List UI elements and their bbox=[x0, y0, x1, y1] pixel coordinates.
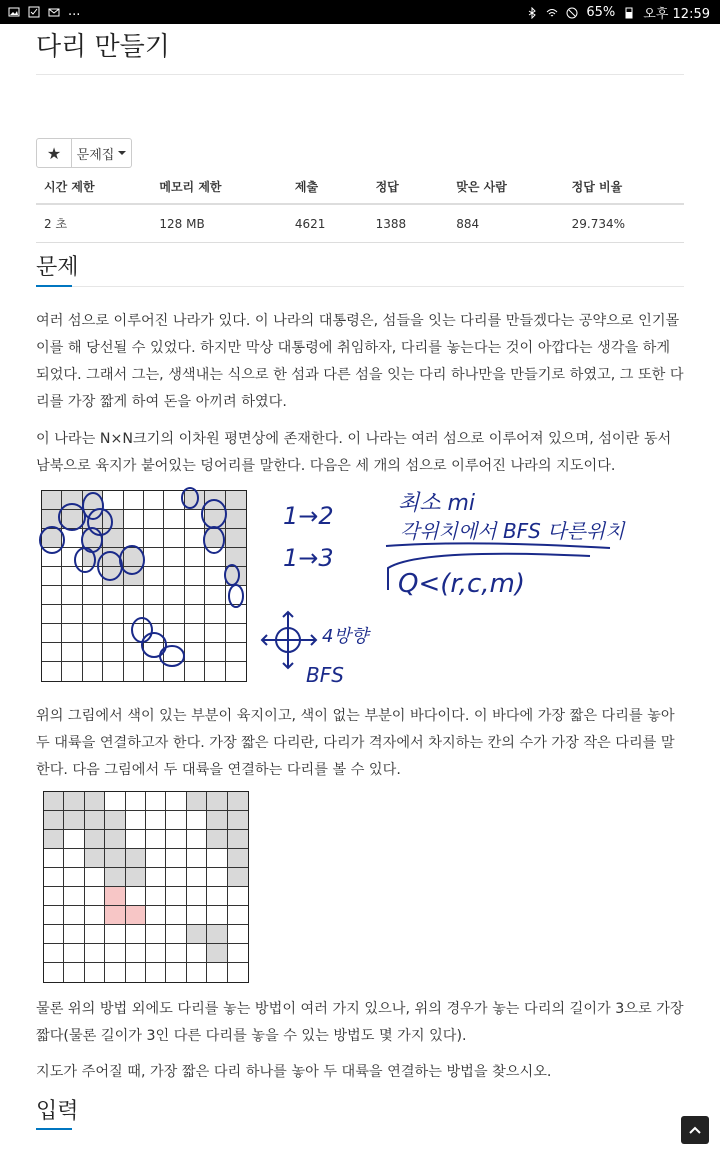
grid-cell bbox=[185, 529, 205, 548]
grid-cell bbox=[207, 925, 227, 944]
star-icon: ★ bbox=[46, 143, 62, 163]
status-bar bbox=[0, 0, 720, 24]
grid-cell bbox=[126, 944, 146, 963]
grid-cell bbox=[44, 849, 64, 868]
grid-cell bbox=[103, 624, 123, 643]
grid-cell bbox=[205, 491, 225, 510]
grid-cell bbox=[144, 548, 164, 567]
grid-cell bbox=[226, 662, 246, 681]
grid-cell bbox=[64, 792, 84, 811]
problem-actions bbox=[36, 138, 132, 168]
grid-cell bbox=[105, 925, 125, 944]
grid-cell bbox=[44, 830, 64, 849]
grid-cell bbox=[226, 643, 246, 662]
grid-cell bbox=[126, 849, 146, 868]
grid-cell bbox=[164, 643, 184, 662]
image-icon bbox=[8, 6, 20, 18]
problem-paragraph-4: 물론 위의 방법 외에도 다리를 놓는 방법이 여러 가지 있으나, 위의 경우가 놓는 다리의 길이가 3으로 가장 짧다(물론 길이가 3인 다른 다리를 놓을 수 있는 방법도 몇 가지 있다). bbox=[36, 1001, 684, 1044]
grid-cell bbox=[85, 887, 105, 906]
grid-cell bbox=[44, 792, 64, 811]
scroll-to-top-button[interactable] bbox=[681, 1116, 709, 1144]
grid-cell bbox=[228, 830, 248, 849]
more-notifications: ... bbox=[68, 4, 81, 19]
ink-note-2: 1→3 bbox=[283, 544, 334, 572]
grid-cell bbox=[44, 925, 64, 944]
grid-cell bbox=[207, 868, 227, 887]
grid-cell bbox=[226, 510, 246, 529]
workbook-dropdown-button[interactable] bbox=[72, 138, 132, 168]
grid-cell bbox=[226, 491, 246, 510]
grid-cell bbox=[62, 548, 82, 567]
ink-note-4: 각위치에서 BFS 다른위치 bbox=[400, 519, 625, 543]
grid-cell bbox=[105, 811, 125, 830]
grid-cell bbox=[187, 849, 207, 868]
grid-cell bbox=[105, 868, 125, 887]
grid-cell bbox=[205, 529, 225, 548]
grid-cell bbox=[42, 491, 62, 510]
grid-cell bbox=[64, 925, 84, 944]
grid-cell bbox=[103, 662, 123, 681]
grid-cell bbox=[146, 849, 166, 868]
grid-cell bbox=[62, 662, 82, 681]
wifi-icon bbox=[546, 7, 558, 19]
grid-cell bbox=[146, 792, 166, 811]
battery-percent: 65% bbox=[586, 5, 616, 20]
grid-cell bbox=[42, 624, 62, 643]
grid-cell bbox=[83, 529, 103, 548]
grid-cell bbox=[83, 548, 103, 567]
caret-down-icon bbox=[118, 151, 126, 155]
grid-cell bbox=[83, 491, 103, 510]
problem-paragraph-2: 이 나라는 N×N크기의 이차원 평면상에 존재한다. 이 나라는 여러 섬으로 이루어져 있으며, 섬이란 동서남북으로 육지가 붙어있는 덩어리를 말한다. 다음은 세 개의 섬으로 이루어진 나라의 지도이다. bbox=[36, 431, 672, 474]
grid-cell bbox=[226, 605, 246, 624]
grid-cell bbox=[207, 792, 227, 811]
grid-cell bbox=[44, 811, 64, 830]
grid-cell bbox=[185, 510, 205, 529]
grid-cell bbox=[164, 510, 184, 529]
header-time-limit: 시간 제한 bbox=[36, 172, 151, 204]
grid-cell bbox=[164, 567, 184, 586]
grid-cell bbox=[164, 624, 184, 643]
grid-cell bbox=[187, 811, 207, 830]
grid-cell bbox=[83, 586, 103, 605]
grid-cell bbox=[124, 529, 144, 548]
grid-cell bbox=[105, 963, 125, 982]
grid-cell bbox=[228, 963, 248, 982]
section-heading-problem: 문제 bbox=[36, 255, 79, 280]
grid-cell bbox=[103, 567, 123, 586]
grid-cell bbox=[105, 906, 125, 925]
grid-cell bbox=[124, 624, 144, 643]
grid-cell bbox=[207, 887, 227, 906]
grid-cell bbox=[146, 906, 166, 925]
page-title: 다리 만들기 bbox=[36, 32, 170, 62]
grid-cell bbox=[187, 830, 207, 849]
grid-cell bbox=[166, 925, 186, 944]
grid-cell bbox=[103, 510, 123, 529]
grid-cell bbox=[164, 662, 184, 681]
grid-cell bbox=[85, 868, 105, 887]
grid-cell bbox=[124, 586, 144, 605]
grid-cell bbox=[205, 624, 225, 643]
grid-cell bbox=[124, 662, 144, 681]
ink-note-3: 최소 mi bbox=[398, 491, 476, 516]
grid-cell bbox=[126, 811, 146, 830]
grid-cell bbox=[62, 529, 82, 548]
grid-cell bbox=[42, 662, 62, 681]
bridge-map-grid bbox=[43, 791, 249, 983]
grid-cell bbox=[44, 906, 64, 925]
grid-cell bbox=[124, 643, 144, 662]
grid-cell bbox=[64, 887, 84, 906]
section-divider bbox=[36, 286, 684, 287]
grid-cell bbox=[124, 548, 144, 567]
grid-cell bbox=[146, 868, 166, 887]
grid-cell bbox=[126, 868, 146, 887]
problem-paragraph-1: 여러 섬으로 이루어진 나라가 있다. 이 나라의 대통령은, 섬들을 잇는 다리를 만들겠다는 공약으로 인기몰이를 해 당선될 수 있었다. 하지만 막상 대통령에 취임하자, 다리를 놓는다는 것이 아깝다는 생각을 하게 되었다. 그래서 그는, 생색내는 식으로 한 섬과 다른 섬을 잇는 다리 하나만을 만들기로 하였고, 그 또한 다리를 가장 짧게 하여 돈을 아끼려 하였다. bbox=[36, 313, 684, 410]
grid-cell bbox=[85, 792, 105, 811]
grid-cell bbox=[187, 944, 207, 963]
grid-cell bbox=[166, 963, 186, 982]
grid-cell bbox=[62, 510, 82, 529]
grid-cell bbox=[166, 811, 186, 830]
grid-cell bbox=[103, 529, 123, 548]
grid-cell bbox=[166, 944, 186, 963]
grid-cell bbox=[226, 624, 246, 643]
grid-cell bbox=[103, 491, 123, 510]
grid-cell bbox=[126, 830, 146, 849]
grid-cell bbox=[207, 830, 227, 849]
section-accent-input bbox=[36, 1128, 72, 1130]
grid-cell bbox=[64, 963, 84, 982]
grid-cell bbox=[44, 868, 64, 887]
grid-cell bbox=[144, 605, 164, 624]
grid-cell bbox=[64, 944, 84, 963]
grid-cell bbox=[124, 491, 144, 510]
grid-cell bbox=[85, 906, 105, 925]
grid-cell bbox=[83, 567, 103, 586]
grid-cell bbox=[205, 662, 225, 681]
grid-cell bbox=[144, 643, 164, 662]
grid-cell bbox=[105, 944, 125, 963]
grid-cell bbox=[205, 548, 225, 567]
grid-cell bbox=[42, 548, 62, 567]
grid-cell bbox=[205, 510, 225, 529]
grid-cell bbox=[187, 963, 207, 982]
grid-cell bbox=[144, 567, 164, 586]
table-row bbox=[36, 204, 684, 243]
grid-cell bbox=[205, 567, 225, 586]
grid-cell bbox=[164, 548, 184, 567]
grid-cell bbox=[187, 868, 207, 887]
grid-cell bbox=[126, 792, 146, 811]
grid-cell bbox=[83, 643, 103, 662]
grid-cell bbox=[42, 586, 62, 605]
grid-cell bbox=[187, 925, 207, 944]
grid-cell bbox=[144, 624, 164, 643]
grid-cell bbox=[103, 548, 123, 567]
grid-cell bbox=[146, 887, 166, 906]
grid-cell bbox=[85, 849, 105, 868]
grid-cell bbox=[85, 925, 105, 944]
do-not-disturb-icon bbox=[566, 7, 578, 19]
grid-cell bbox=[103, 605, 123, 624]
grid-cell bbox=[85, 811, 105, 830]
ink-note-5: Q<(r,c,m) bbox=[398, 569, 525, 599]
grid-cell bbox=[185, 586, 205, 605]
grid-cell bbox=[62, 624, 82, 643]
grid-cell bbox=[85, 944, 105, 963]
grid-cell bbox=[64, 830, 84, 849]
grid-cell bbox=[164, 529, 184, 548]
grid-cell bbox=[228, 925, 248, 944]
bluetooth-icon bbox=[526, 7, 538, 19]
grid-cell bbox=[166, 868, 186, 887]
grid-cell bbox=[205, 605, 225, 624]
grid-cell bbox=[187, 887, 207, 906]
grid-cell bbox=[187, 792, 207, 811]
grid-cell bbox=[42, 643, 62, 662]
grid-cell bbox=[144, 529, 164, 548]
grid-cell bbox=[207, 906, 227, 925]
grid-cell bbox=[146, 925, 166, 944]
workbook-label: 문제집 bbox=[76, 147, 115, 163]
grid-cell bbox=[146, 830, 166, 849]
submissions-value: 4621 bbox=[287, 204, 368, 243]
grid-cell bbox=[62, 567, 82, 586]
header-solvers: 맞은 사람 bbox=[448, 172, 563, 204]
check-icon bbox=[28, 6, 40, 18]
grid-cell bbox=[124, 567, 144, 586]
grid-cell bbox=[42, 567, 62, 586]
grid-cell bbox=[164, 605, 184, 624]
grid-cell bbox=[226, 586, 246, 605]
grid-cell bbox=[207, 944, 227, 963]
grid-cell bbox=[62, 605, 82, 624]
clock: 오후 12:59 bbox=[643, 7, 710, 22]
grid-cell bbox=[64, 868, 84, 887]
chevron-up-icon bbox=[688, 1125, 702, 1135]
island-map-grid bbox=[41, 490, 247, 682]
memory-limit-value: 128 MB bbox=[151, 204, 286, 243]
grid-cell bbox=[146, 944, 166, 963]
grid-cell bbox=[126, 887, 146, 906]
grid-cell bbox=[126, 906, 146, 925]
grid-cell bbox=[44, 963, 64, 982]
grid-cell bbox=[105, 849, 125, 868]
problem-paragraph-3: 위의 그림에서 색이 있는 부분이 육지이고, 색이 없는 부분이 바다이다. 이 바다에 가장 짧은 다리를 놓아 두 대륙을 연결하고자 한다. 가장 짧은 다리란, 다리가 격자에서 차지하는 칸의 수가 가장 작은 다리를 말한다. 다음 그림에서 두 대륙을 연결하는 다리를 볼 수 있다. bbox=[36, 708, 675, 778]
grid-cell bbox=[205, 586, 225, 605]
grid-cell bbox=[64, 906, 84, 925]
grid-cell bbox=[105, 830, 125, 849]
grid-cell bbox=[166, 792, 186, 811]
grid-cell bbox=[205, 643, 225, 662]
grid-cell bbox=[42, 510, 62, 529]
grid-cell bbox=[126, 925, 146, 944]
grid-cell bbox=[83, 605, 103, 624]
grid-cell bbox=[83, 510, 103, 529]
time-limit-value: 2 초 bbox=[36, 204, 151, 243]
grid-cell bbox=[164, 586, 184, 605]
grid-cell bbox=[146, 963, 166, 982]
grid-cell bbox=[85, 963, 105, 982]
grid-cell bbox=[44, 944, 64, 963]
grid-cell bbox=[144, 491, 164, 510]
ink-text bbox=[283, 491, 626, 687]
table-header-row bbox=[36, 172, 684, 204]
grid-cell bbox=[228, 849, 248, 868]
grid-cell bbox=[207, 849, 227, 868]
grid-cell bbox=[42, 529, 62, 548]
grid-cell bbox=[105, 792, 125, 811]
grid-cell bbox=[185, 643, 205, 662]
accepted-value: 1388 bbox=[368, 204, 449, 243]
grid-cell bbox=[124, 605, 144, 624]
ink-compass bbox=[262, 543, 610, 668]
grid-cell bbox=[207, 811, 227, 830]
ink-note-1: 1→2 bbox=[283, 502, 334, 530]
grid-cell bbox=[185, 491, 205, 510]
grid-cell bbox=[166, 830, 186, 849]
grid-cell bbox=[124, 510, 144, 529]
ink-note-6: 4방향 bbox=[322, 626, 369, 647]
grid-cell bbox=[164, 491, 184, 510]
grid-cell bbox=[83, 624, 103, 643]
title-divider bbox=[36, 74, 684, 75]
grid-cell bbox=[85, 830, 105, 849]
grid-cell bbox=[228, 887, 248, 906]
grid-cell bbox=[185, 624, 205, 643]
battery-icon bbox=[623, 7, 635, 19]
grid-cell bbox=[228, 944, 248, 963]
grid-cell bbox=[144, 586, 164, 605]
header-submissions: 제출 bbox=[287, 172, 368, 204]
header-accepted: 정답 bbox=[368, 172, 449, 204]
grid-cell bbox=[228, 906, 248, 925]
grid-cell bbox=[64, 811, 84, 830]
grid-cell bbox=[62, 586, 82, 605]
grid-cell bbox=[126, 963, 146, 982]
grid-cell bbox=[185, 567, 205, 586]
grid-cell bbox=[207, 963, 227, 982]
grid-cell bbox=[62, 643, 82, 662]
header-ratio: 정답 비율 bbox=[564, 172, 684, 204]
ratio-value: 29.734% bbox=[564, 204, 684, 243]
grid-cell bbox=[83, 662, 103, 681]
grid-cell bbox=[166, 887, 186, 906]
solvers-value: 884 bbox=[448, 204, 563, 243]
header-memory-limit: 메모리 제한 bbox=[151, 172, 286, 204]
mail-icon bbox=[48, 6, 60, 18]
grid-cell bbox=[187, 906, 207, 925]
grid-cell bbox=[103, 643, 123, 662]
grid-cell bbox=[228, 811, 248, 830]
ink-note-7: BFS bbox=[306, 663, 344, 687]
grid-cell bbox=[185, 605, 205, 624]
section-heading-input: 입력 bbox=[36, 1099, 79, 1124]
grid-cell bbox=[228, 868, 248, 887]
grid-cell bbox=[226, 567, 246, 586]
grid-cell bbox=[62, 491, 82, 510]
grid-cell bbox=[226, 548, 246, 567]
grid-cell bbox=[226, 529, 246, 548]
favorite-star-button[interactable] bbox=[36, 138, 72, 168]
grid-cell bbox=[146, 811, 166, 830]
grid-cell bbox=[44, 887, 64, 906]
section-accent bbox=[36, 285, 72, 287]
grid-cell bbox=[103, 586, 123, 605]
grid-cell bbox=[185, 662, 205, 681]
problem-info-table bbox=[36, 172, 684, 243]
grid-cell bbox=[166, 906, 186, 925]
grid-cell bbox=[64, 849, 84, 868]
grid-cell bbox=[185, 548, 205, 567]
grid-cell bbox=[105, 887, 125, 906]
grid-cell bbox=[42, 605, 62, 624]
grid-cell bbox=[166, 849, 186, 868]
grid-cell bbox=[144, 510, 164, 529]
grid-cell bbox=[228, 792, 248, 811]
grid-cell bbox=[144, 662, 164, 681]
problem-paragraph-5: 지도가 주어질 때, 가장 짧은 다리 하나를 놓아 두 대륙을 연결하는 방법을 찾으시오. bbox=[36, 1064, 552, 1080]
